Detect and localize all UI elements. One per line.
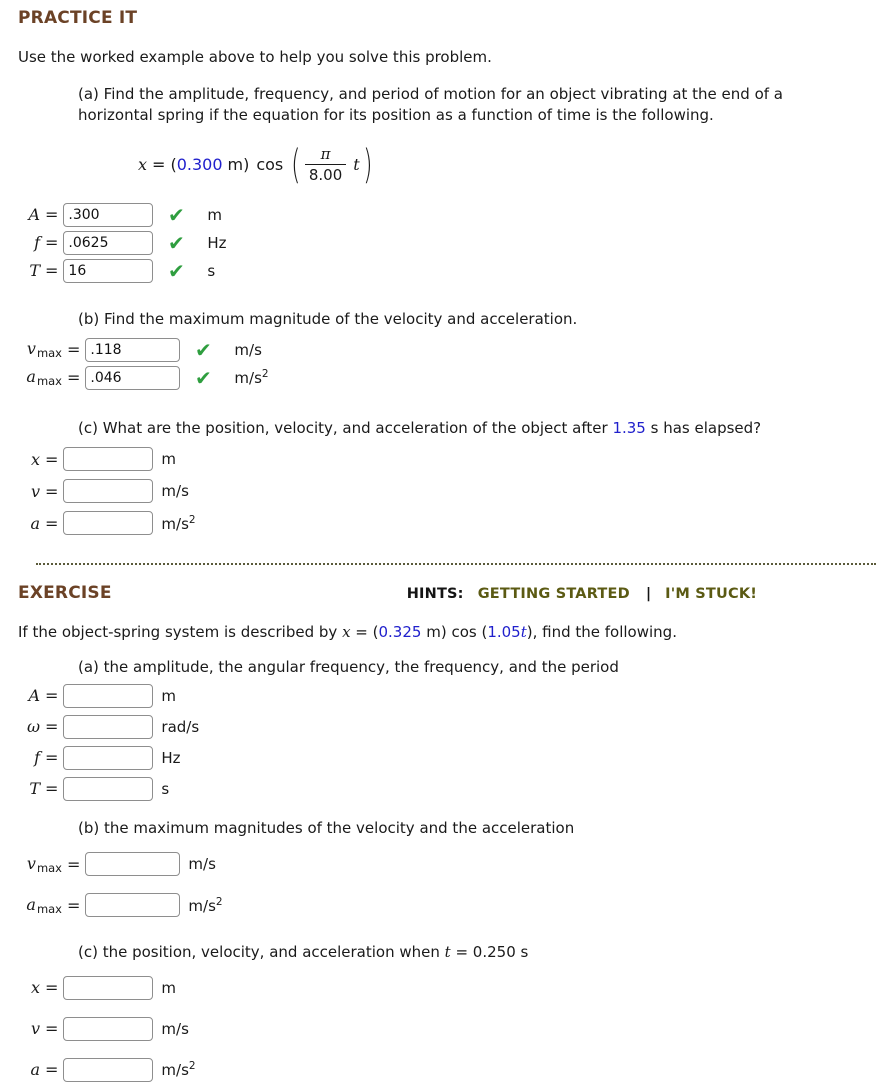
correct-check-icon: ✔ — [195, 337, 212, 362]
answer-input-t[interactable] — [63, 259, 153, 283]
field-label-v: v — [30, 481, 40, 501]
exercise-heading: EXERCISE — [18, 583, 112, 604]
practice-part-a-line2: horizontal spring if the equation for its position as a function of time is the following. — [78, 106, 714, 125]
practice-part-c-before: (c) What are the position, velocity, and acceleration of the object after — [78, 418, 613, 437]
field-equals-sign: = — [45, 1060, 59, 1080]
exercise-part-b-fields — [18, 844, 859, 926]
unit-label: $m/s^2$ — [161, 1060, 196, 1080]
practice-part-a-line1: (a) Find the amplitude, frequency, and period of motion for an object vibrating at the end of a — [78, 85, 783, 103]
answer-input-f[interactable] — [63, 231, 153, 255]
exercise-part-c-before: (c) the position, velocity, and acceleration when — [78, 942, 445, 961]
equation-fraction-numerator: π — [320, 144, 331, 163]
correct-check-icon: ✔ — [168, 202, 185, 227]
field-label-f: f — [34, 748, 40, 768]
unit-label: Hz — [207, 233, 227, 252]
field-equals-sign: = — [45, 481, 59, 501]
field-label-x: x — [30, 978, 40, 998]
exercise-prompt-after: ), find the following. — [526, 623, 677, 642]
field-label-subscript: max — [36, 346, 62, 361]
answer-input-v-max[interactable] — [85, 338, 180, 362]
exercise-part-c-text — [78, 942, 859, 963]
exercise-part-b-text: (b) the maximum magnitudes of the velocity and the acceleration — [78, 819, 575, 838]
exercise-prompt-amplitude: 0.325 — [378, 623, 422, 642]
equation-cos: cos — [256, 155, 284, 175]
hints-separator: | — [645, 586, 652, 603]
practice-part-c-text — [78, 418, 859, 439]
unit-exponent: 2 — [261, 368, 269, 381]
equation-fraction-denominator: 8.00 — [308, 166, 343, 185]
field-label-v-max: $v_{max}$ — [26, 853, 62, 875]
field-equals-sign: = — [45, 513, 59, 533]
section-divider — [36, 563, 876, 565]
exercise-part-c-after: s — [515, 942, 529, 961]
practice-part-b-text: (b) Find the maximum magnitude of the velocity and acceleration. — [78, 309, 578, 328]
field-label-a-max: $a_{max}$ — [26, 894, 62, 916]
hints-label: HINTS: — [406, 586, 464, 603]
answer-input-a-max[interactable] — [85, 366, 180, 390]
field-label-x: x — [30, 449, 40, 469]
exercise-part-a-text: (a) the amplitude, the angular frequency, the frequency, and the period — [78, 658, 619, 677]
correct-check-icon: ✔ — [168, 258, 185, 283]
answer-input-a[interactable] — [63, 511, 153, 535]
answer-input-v-max[interactable] — [85, 852, 180, 876]
practice-part-c-time: 1.35 — [612, 418, 646, 437]
practice-lead-text: Use the worked example above to help you solve this problem. — [18, 48, 492, 66]
exercise-prompt-mid: m) cos ( — [421, 623, 488, 642]
correct-check-icon: ✔ — [195, 365, 212, 390]
answer-input-f[interactable] — [63, 746, 153, 770]
unit-exponent: 2 — [188, 513, 196, 526]
unit-exponent: 2 — [215, 895, 223, 908]
practice-equation: x = ( 0.300 m ) cos ( $\frac{\pi}{8.00}$ t ) — [138, 141, 373, 188]
unit-label: $m/s^2$ — [234, 368, 269, 388]
unit-label: m/s — [188, 855, 216, 874]
answer-input-ω[interactable] — [63, 715, 153, 739]
exercise-prompt-var-t: t — [520, 623, 527, 642]
practice-part-b-fields — [18, 336, 859, 392]
getting-started-link[interactable]: GETTING STARTED — [477, 586, 630, 603]
field-equals-sign: = — [45, 261, 59, 281]
answer-input-a-max[interactable] — [85, 893, 180, 917]
unit-label: m — [161, 686, 177, 705]
equation-lhs: x — [138, 155, 148, 175]
im-stuck-link[interactable]: I'M STUCK! — [665, 586, 758, 603]
practice-part-a-text — [78, 84, 859, 127]
practice-part-c-after: s has elapsed? — [645, 418, 762, 437]
exercise-prompt-omega: 1.05 — [487, 623, 521, 642]
field-label-v-max: $v_{max}$ — [26, 339, 62, 361]
unit-label: m — [161, 978, 177, 997]
field-equals-sign: = — [67, 854, 81, 874]
field-equals-sign: = — [45, 449, 59, 469]
unit-exponent: 2 — [188, 1060, 196, 1073]
equation-fraction — [305, 145, 346, 185]
correct-check-icon: ✔ — [168, 230, 185, 255]
field-equals-sign: = — [45, 205, 59, 225]
exercise-part-c-mid: = — [450, 942, 473, 961]
exercise-prompt-equals: = ( — [350, 623, 379, 642]
equation-time-variable: t — [353, 155, 360, 175]
field-label-subscript: max — [36, 374, 62, 389]
exercise-part-c-time: 0.250 — [472, 942, 516, 961]
field-label-a: a — [30, 1060, 40, 1080]
answer-input-a[interactable] — [63, 1058, 153, 1082]
answer-input-v[interactable] — [63, 1017, 153, 1041]
field-label-ω: ω — [26, 717, 40, 737]
unit-label: rad/s — [161, 717, 200, 736]
field-label-a: A — [28, 686, 40, 706]
field-label-a: A — [28, 205, 40, 225]
unit-label: $m/s^2$ — [161, 513, 196, 533]
unit-label: s — [207, 261, 216, 280]
equation-equals: = — [152, 155, 166, 175]
practice-part-a-fields — [18, 201, 859, 285]
equation-close-paren: ) — [243, 155, 250, 175]
field-label-a: a — [30, 513, 40, 533]
field-label-a-max: $a_{max}$ — [26, 367, 62, 389]
field-equals-sign: = — [45, 233, 59, 253]
field-equals-sign: = — [45, 779, 59, 799]
field-equals-sign: = — [45, 1019, 59, 1039]
field-equals-sign: = — [45, 748, 59, 768]
field-label-t: T — [29, 779, 40, 799]
answer-input-a[interactable] — [63, 203, 153, 227]
field-equals-sign: = — [45, 978, 59, 998]
field-equals-sign: = — [67, 368, 81, 388]
answer-input-t[interactable] — [63, 777, 153, 801]
unit-label: s — [161, 779, 170, 798]
field-equals-sign: = — [45, 717, 59, 737]
exercise-header-bar — [18, 583, 859, 603]
unit-label: Hz — [161, 748, 181, 767]
field-label-f: f — [34, 233, 40, 253]
unit-label: m — [161, 450, 177, 469]
answer-input-a[interactable] — [63, 684, 153, 708]
equation-amplitude-unit: m — [227, 155, 244, 175]
unit-label: $m/s^2$ — [188, 895, 223, 915]
field-equals-sign: = — [67, 895, 81, 915]
field-equals-sign: = — [67, 340, 81, 360]
field-label-v: v — [30, 1019, 40, 1039]
exercise-part-a-fields — [18, 680, 859, 804]
equation-amplitude-value: 0.300 — [176, 155, 223, 175]
exercise-prompt-var-x: x — [342, 623, 351, 642]
field-label-subscript: max — [36, 860, 62, 875]
unit-label: m/s — [161, 482, 189, 501]
field-label-t: T — [29, 261, 40, 281]
answer-input-x[interactable] — [63, 976, 153, 1000]
practice-part-c-fields — [18, 443, 859, 539]
equation-open-paren: ( — [170, 155, 177, 175]
exercise-part-c-fields — [18, 967, 859, 1090]
answer-input-v[interactable] — [63, 479, 153, 503]
practice-it-heading: PRACTICE IT — [18, 8, 138, 28]
unit-label: m — [207, 205, 223, 224]
unit-label: m/s — [234, 340, 262, 359]
exercise-part-c-var-t: t — [444, 942, 451, 961]
exercise-prompt — [18, 623, 859, 641]
exercise-prompt-before: If the object-spring system is described by — [18, 623, 343, 642]
field-equals-sign: = — [45, 686, 59, 706]
field-label-subscript: max — [36, 901, 62, 916]
answer-input-x[interactable] — [63, 447, 153, 471]
unit-label: m/s — [161, 1019, 189, 1038]
